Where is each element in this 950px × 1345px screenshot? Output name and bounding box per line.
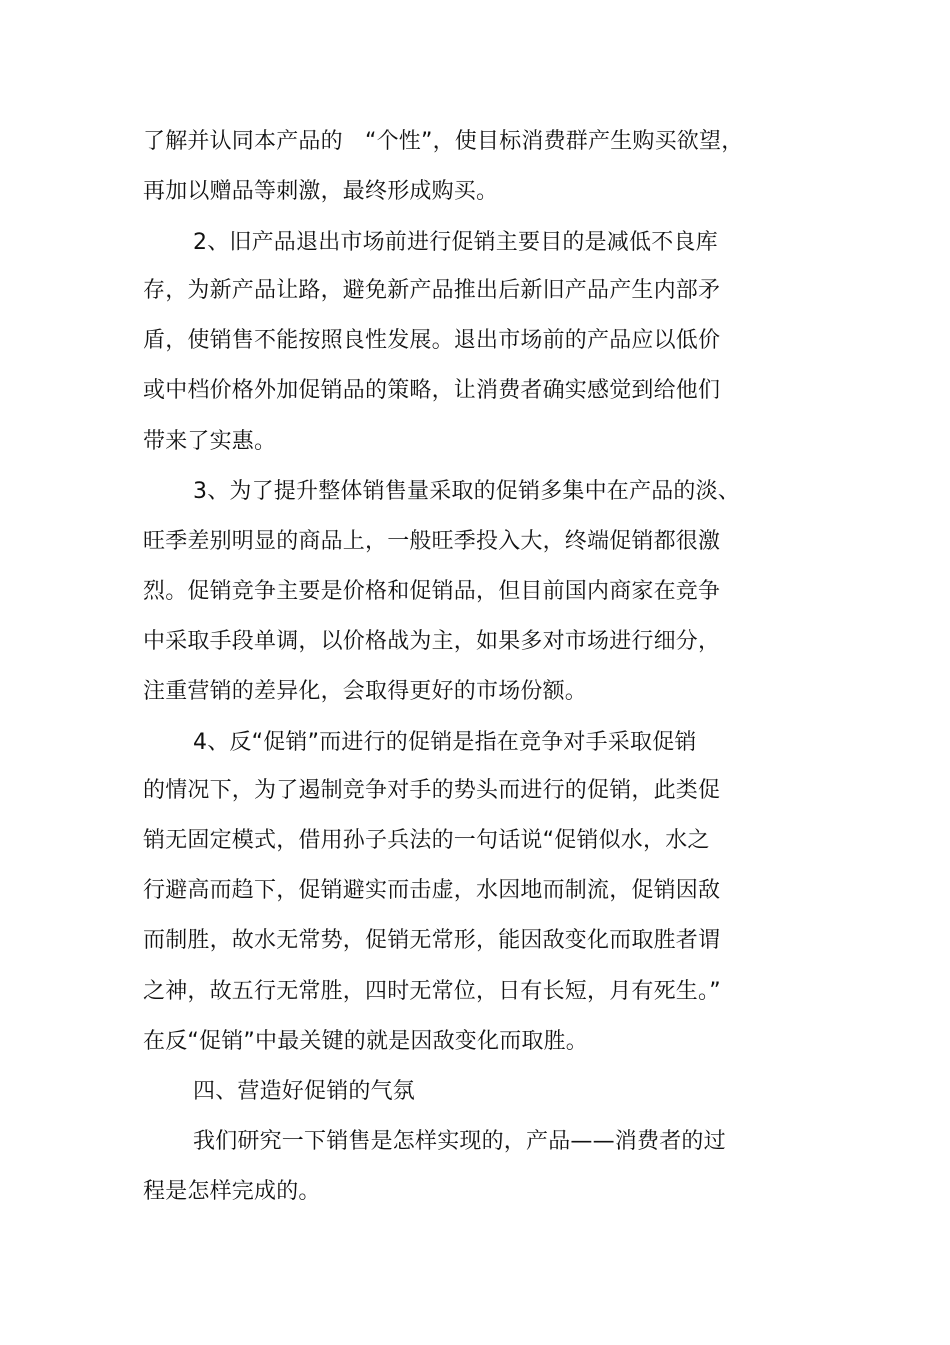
text-line: 在反“促销”中最关键的就是因敌变化而取胜。	[143, 1029, 588, 1054]
text-line: 存，为新产品让路，避免新产品推出后新旧产品产生内部矛	[143, 278, 721, 303]
text-line: 盾，使销售不能按照良性发展。退出市场前的产品应以低价	[143, 328, 721, 353]
text-line: 或中档价格外加促销品的策略，让消费者确实感觉到给他们	[143, 378, 721, 403]
text-line: 旺季差别明显的商品上，一般旺季投入大，终端促销都很激	[143, 529, 721, 554]
text-line: 烈。促销竞争主要是价格和促销品，但目前国内商家在竞争	[143, 579, 721, 604]
text-line: 4、反“促销”而进行的促销是指在竞争对手采取促销	[193, 730, 697, 755]
text-line: 而制胜，故水无常势，促销无常形，能因敌变化而取胜者谓	[143, 928, 721, 953]
text-line: 我们研究一下销售是怎样实现的，产品——消费者的过	[193, 1129, 726, 1154]
text-line: 再加以赠品等刺激，最终形成购买。	[143, 179, 499, 204]
text-line: 之神，故五行无常胜，四时无常位，日有长短，月有死生。”	[143, 979, 721, 1004]
text-line: 销无固定模式，借用孙子兵法的一句话说“促销似水，水之	[143, 828, 710, 853]
text-line: 中采取手段单调，以价格战为主，如果多对市场进行细分，	[143, 629, 721, 654]
text-line: 的情况下，为了遏制竞争对手的势头而进行的促销，此类促	[143, 778, 721, 803]
section-heading: 四、营造好促销的气氛	[193, 1079, 416, 1104]
text-line: 程是怎样完成的。	[143, 1179, 321, 1204]
text-line: 3、为了提升整体销售量采取的促销多集中在产品的淡、	[193, 479, 740, 504]
text-line: 行避高而趋下，促销避实而击虚，水因地而制流，促销因敌	[143, 878, 721, 903]
text-line: 注重营销的差异化，会取得更好的市场份额。	[143, 679, 588, 704]
text-line: 2、旧产品退出市场前进行促销主要目的是减低不良库	[193, 230, 718, 255]
text-line: 了解并认同本产品的 “个性”，使目标消费群产生购买欲望，	[143, 129, 744, 154]
text-line: 带来了实惠。	[143, 429, 277, 454]
